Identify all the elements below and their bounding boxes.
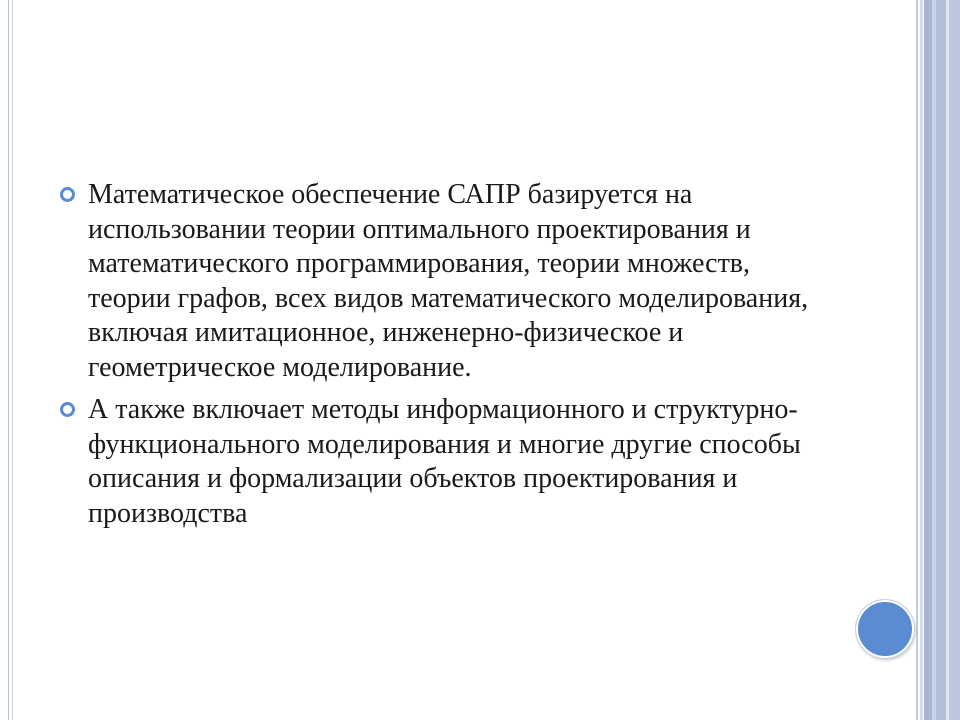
slide-body	[60, 178, 820, 539]
bullet-item	[60, 393, 820, 531]
circle-bullet-icon	[60, 187, 75, 202]
left-frame-line	[8, 0, 9, 720]
right-stripe	[924, 0, 932, 720]
blue-circle-icon	[856, 600, 914, 658]
bullet-item	[60, 178, 820, 385]
bullet-text: А также включает методы информационного и структурно-функционального моделирования и многие другие способы описания и формализации объектов проектирования и производства	[88, 394, 801, 529]
circle-bullet-icon	[60, 402, 75, 417]
right-stripe	[936, 0, 946, 720]
bullet-text: Математическое обеспечение САПР базируется на использовании теории оптимального проектирования и математического программирования, теории множеств, теории графов, всех видов математического моделирования, включая имитационное, инженерно-физическое и геометрическое моделирование.	[88, 179, 809, 383]
left-frame-line-inner	[12, 0, 13, 720]
right-stripe	[949, 0, 960, 720]
right-stripe	[916, 0, 918, 720]
right-stripe	[920, 0, 923, 720]
